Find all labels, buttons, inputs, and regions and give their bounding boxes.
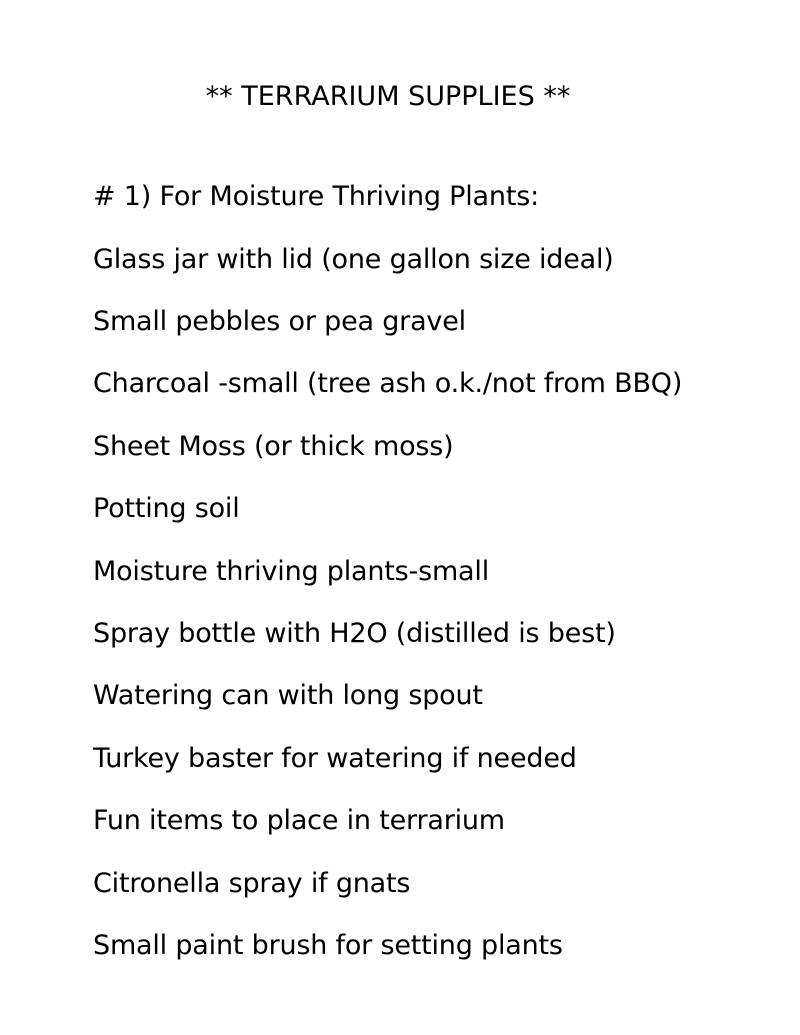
list-item: Sheet Moss (or thick moss)	[93, 431, 454, 462]
list-item: Charcoal -small (tree ash o.k./not from BBQ)	[93, 368, 683, 399]
list-item: Turkey baster for watering if needed	[93, 743, 577, 774]
list-item: Citronella spray if gnats	[93, 868, 411, 899]
list-item: Fun items to place in terrarium	[93, 805, 505, 836]
document-title: ** TERRARIUM SUPPLIES **	[205, 81, 571, 112]
list-item: Moisture thriving plants-small	[93, 556, 490, 587]
section-heading: # 1) For Moisture Thriving Plants:	[93, 181, 539, 212]
list-item: Glass jar with lid (one gallon size ideal)	[93, 244, 614, 275]
list-item: Small pebbles or pea gravel	[93, 306, 466, 337]
list-item: Potting soil	[93, 493, 240, 524]
list-item: Watering can with long spout	[93, 680, 483, 711]
list-item: Small paint brush for setting plants	[93, 930, 563, 961]
list-item: Spray bottle with H2O (distilled is best)	[93, 618, 616, 649]
